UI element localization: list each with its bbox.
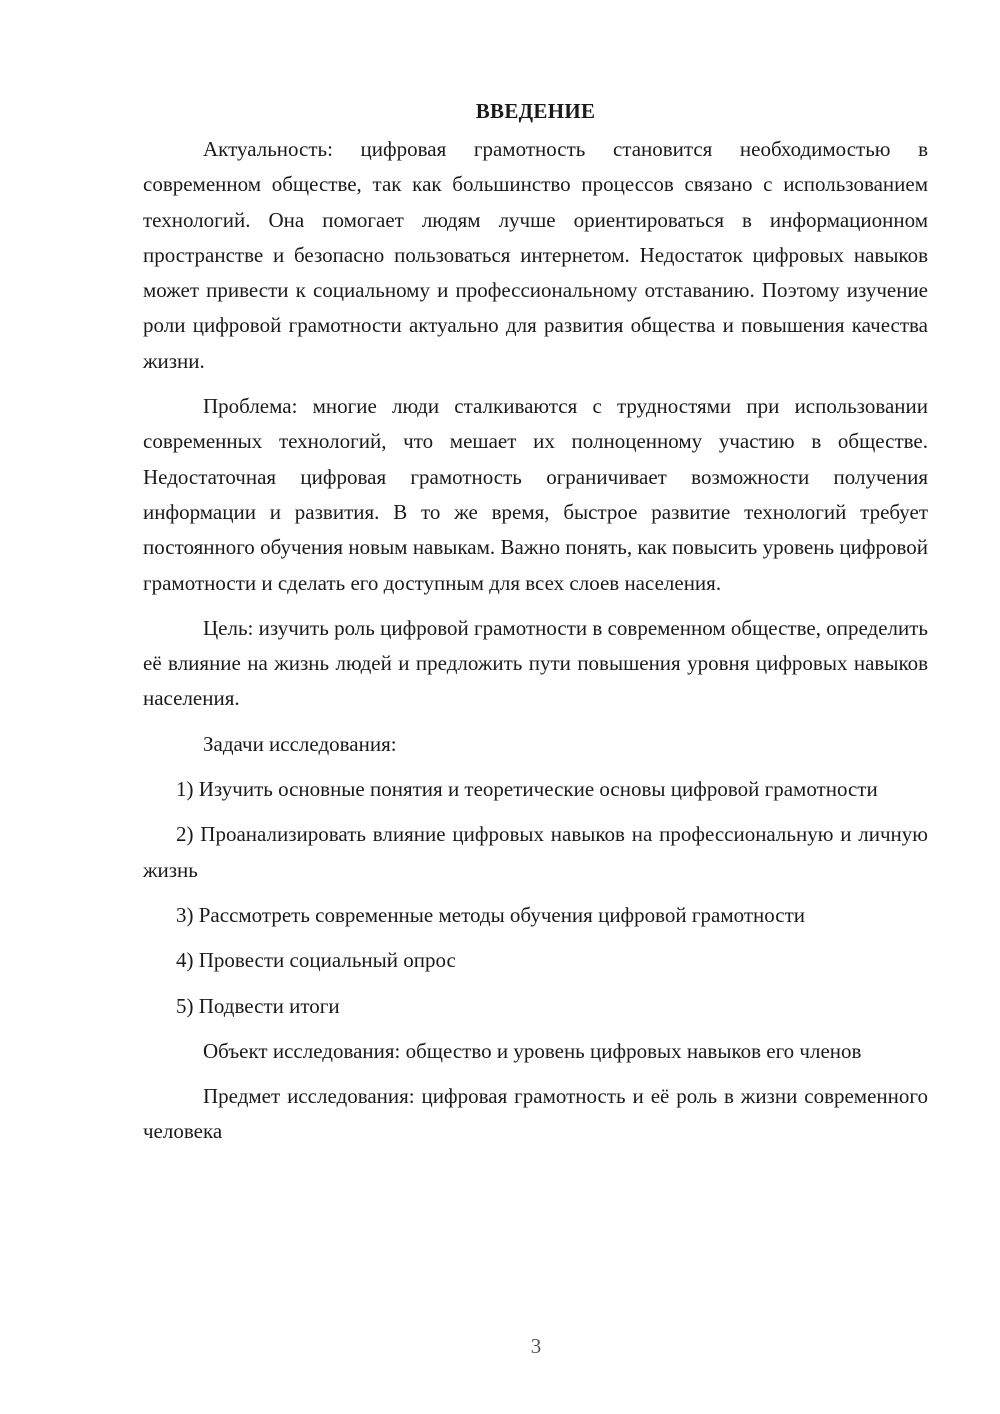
task-item-1: 1) Изучить основные понятия и теоретические основы цифровой грамотности — [176, 777, 878, 802]
task-item-2: 2) Проанализировать влияние цифровых навыков на профессиональную и личную жизнь — [143, 822, 928, 882]
paragraph-object: Объект исследования: общество и уровень цифровых навыков его членов — [203, 1038, 862, 1063]
task-item-4: 4) Провести социальный опрос — [176, 948, 456, 973]
task-item-5: 5) Подвести итоги — [176, 993, 340, 1018]
tasks-heading: Задачи исследования: — [203, 731, 397, 756]
paragraph-problem: Проблема: многие люди сталкиваются с трудностями при использовании современных технологий, что мешает их полноценному участию в обществе. Недостаточная цифровая грамотность ограничивает возможности получения информации и развития. В то же время, быстрое развитие технологий требует постоянного обучения новым навыкам. Важно понять, как повысить уровень цифровой грамотности и сделать его доступным для всех слоев населения. — [143, 394, 928, 595]
document-page — [143, 96, 928, 1160]
paragraph-relevance: Актуальность: цифровая грамотность становится необходимостью в современном обществе, так как большинство процессов связано с использованием технологий. Она помогает людям лучше ориентироваться в информационном пространстве и безопасно пользоваться интернетом. Недостаток цифровых навыков может привести к социальному и профессиональному отставанию. Поэтому изучение роли цифровой грамотности актуально для развития общества и повышения качества жизни. — [143, 137, 928, 373]
page-number: 3 — [530, 1334, 542, 1358]
section-title: ВВЕДЕНИЕ — [475, 99, 596, 123]
paragraph-goal: Цель: изучить роль цифровой грамотности в современном обществе, определить её влияние на жизнь людей и предложить пути повышения уровня цифровых навыков населения. — [143, 615, 928, 711]
paragraph-subject: Предмет исследования: цифровая грамотность и её роль в жизни современного человека — [143, 1084, 928, 1144]
task-item-3: 3) Рассмотреть современные методы обучения цифровой грамотности — [176, 902, 806, 927]
